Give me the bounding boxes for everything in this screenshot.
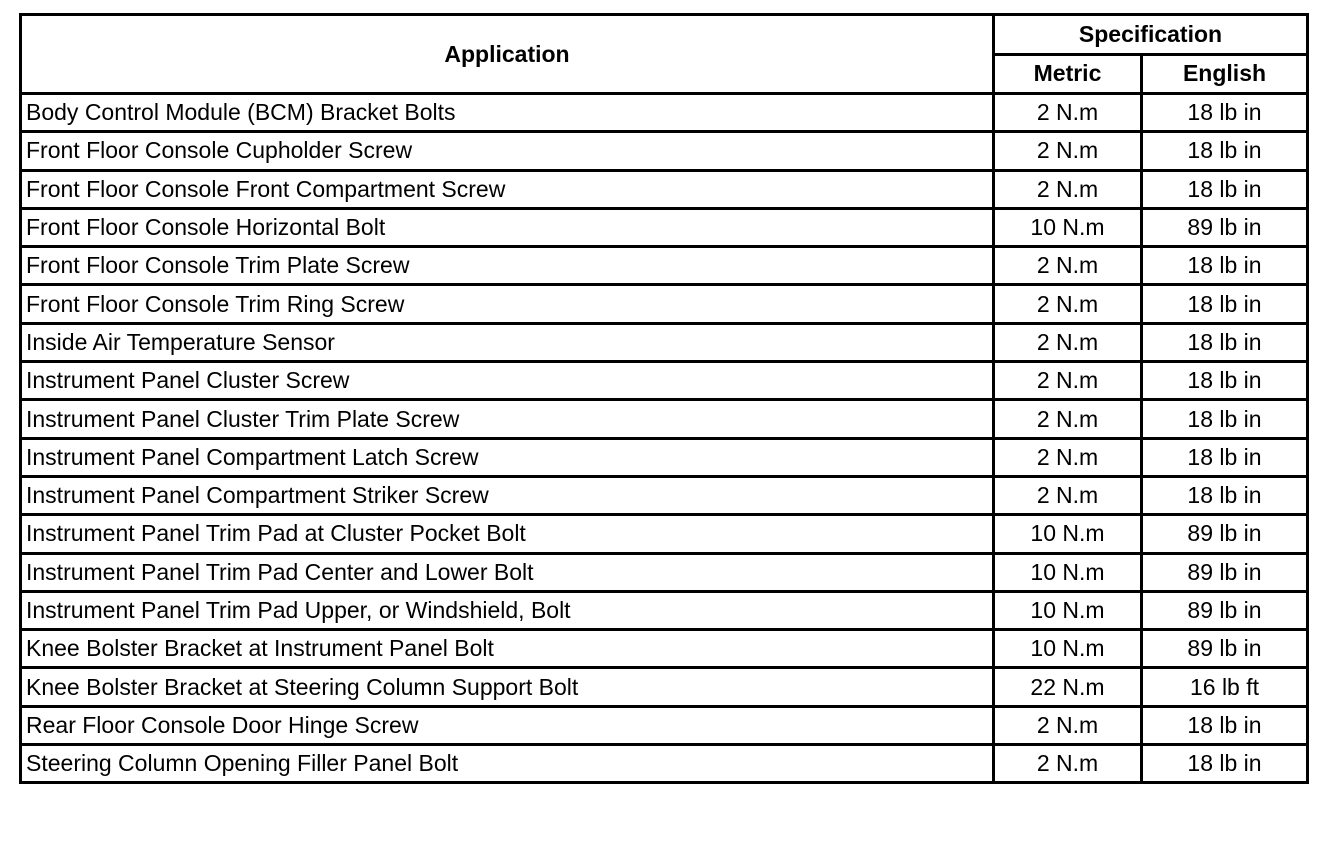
application-cell: Inside Air Temperature Sensor [21,323,994,361]
application-cell: Knee Bolster Bracket at Instrument Panel Bolt [21,630,994,668]
metric-value-cell: 2 N.m [994,476,1142,514]
english-value-cell: 18 lb in [1142,438,1308,476]
english-value-cell: 89 lb in [1142,515,1308,553]
metric-value-cell: 2 N.m [994,706,1142,744]
metric-value-cell: 10 N.m [994,630,1142,668]
metric-value-cell: 2 N.m [994,745,1142,783]
table-row [21,476,1308,514]
application-cell: Steering Column Opening Filler Panel Bolt [21,745,994,783]
table-row [21,285,1308,323]
application-cell: Instrument Panel Compartment Striker Screw [21,476,994,514]
english-value-cell: 89 lb in [1142,630,1308,668]
metric-value-cell: 10 N.m [994,515,1142,553]
table-row [21,553,1308,591]
table-row [21,323,1308,361]
table-row [21,132,1308,170]
table-row [21,362,1308,400]
english-value-cell: 89 lb in [1142,208,1308,246]
table-row [21,745,1308,783]
table-row [21,591,1308,629]
english-value-cell: 18 lb in [1142,745,1308,783]
application-cell: Instrument Panel Cluster Screw [21,362,994,400]
metric-value-cell: 2 N.m [994,170,1142,208]
metric-value-cell: 2 N.m [994,323,1142,361]
table-body [21,94,1308,783]
application-cell: Front Floor Console Trim Ring Screw [21,285,994,323]
english-value-cell: 16 lb ft [1142,668,1308,706]
fastener-spec-table [19,13,1309,784]
table-row [21,630,1308,668]
english-value-cell: 18 lb in [1142,247,1308,285]
table-row [21,515,1308,553]
metric-value-cell: 2 N.m [994,132,1142,170]
english-value-cell: 89 lb in [1142,553,1308,591]
table-row [21,438,1308,476]
table-row [21,706,1308,744]
application-cell: Front Floor Console Horizontal Bolt [21,208,994,246]
table-row [21,247,1308,285]
metric-column-header: Metric [994,54,1142,94]
metric-value-cell: 10 N.m [994,591,1142,629]
application-cell: Rear Floor Console Door Hinge Screw [21,706,994,744]
table-row [21,94,1308,132]
metric-value-cell: 2 N.m [994,247,1142,285]
application-cell: Instrument Panel Trim Pad Center and Lower Bolt [21,553,994,591]
metric-value-cell: 10 N.m [994,208,1142,246]
english-value-cell: 18 lb in [1142,170,1308,208]
metric-value-cell: 2 N.m [994,438,1142,476]
metric-value-cell: 2 N.m [994,362,1142,400]
english-value-cell: 89 lb in [1142,591,1308,629]
application-cell: Instrument Panel Trim Pad at Cluster Pocket Bolt [21,515,994,553]
application-column-header: Application [21,15,994,94]
application-cell: Body Control Module (BCM) Bracket Bolts [21,94,994,132]
english-value-cell: 18 lb in [1142,362,1308,400]
english-value-cell: 18 lb in [1142,132,1308,170]
specification-group-header: Specification [994,15,1308,55]
application-cell: Front Floor Console Cupholder Screw [21,132,994,170]
english-column-header: English [1142,54,1308,94]
application-cell: Knee Bolster Bracket at Steering Column Support Bolt [21,668,994,706]
english-value-cell: 18 lb in [1142,706,1308,744]
application-cell: Front Floor Console Front Compartment Screw [21,170,994,208]
application-cell: Instrument Panel Cluster Trim Plate Screw [21,400,994,438]
table-header [21,15,1308,94]
english-value-cell: 18 lb in [1142,400,1308,438]
english-value-cell: 18 lb in [1142,476,1308,514]
table-row [21,668,1308,706]
application-cell: Front Floor Console Trim Plate Screw [21,247,994,285]
metric-value-cell: 2 N.m [994,400,1142,438]
application-cell: Instrument Panel Compartment Latch Screw [21,438,994,476]
metric-value-cell: 10 N.m [994,553,1142,591]
table-row [21,170,1308,208]
table-row [21,400,1308,438]
metric-value-cell: 2 N.m [994,94,1142,132]
english-value-cell: 18 lb in [1142,285,1308,323]
application-cell: Instrument Panel Trim Pad Upper, or Windshield, Bolt [21,591,994,629]
english-value-cell: 18 lb in [1142,94,1308,132]
english-value-cell: 18 lb in [1142,323,1308,361]
metric-value-cell: 2 N.m [994,285,1142,323]
header-row-top [21,15,1308,55]
table-row [21,208,1308,246]
metric-value-cell: 22 N.m [994,668,1142,706]
